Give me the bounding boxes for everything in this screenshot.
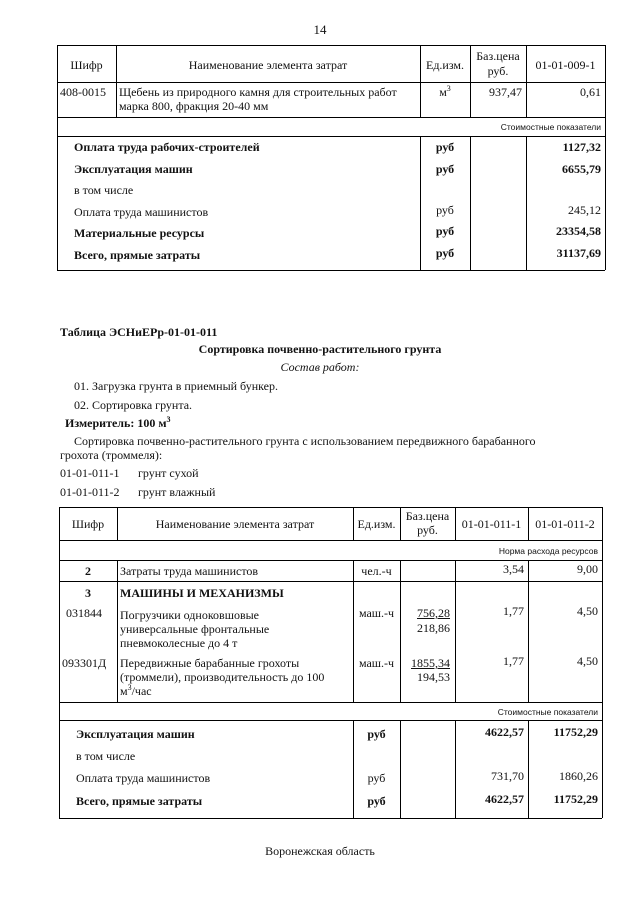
- cost-unit: руб: [435, 246, 455, 260]
- cost-value-2: 1860,26: [559, 769, 598, 783]
- cost-label: Материальные ресурсы: [74, 226, 205, 240]
- cost-label: Эксплуатация машин: [74, 162, 193, 176]
- row-name-line1: Передвижные барабанные грохоты: [120, 656, 300, 670]
- header-price: Баз.цена: [476, 49, 520, 63]
- row-price: 756,28: [417, 606, 450, 620]
- cost-label: Эксплуатация машин: [76, 727, 195, 741]
- header-col2: 01-01-011-2: [535, 517, 595, 531]
- row-price: 1855,34: [411, 656, 450, 670]
- variant-code-2: 01-01-011-2: [60, 485, 120, 499]
- cost-label: Оплата труда машинистов: [74, 205, 209, 219]
- header-price-unit: руб.: [417, 523, 438, 537]
- cost-section-label: Стоимостные показатели: [497, 707, 598, 717]
- row-name: Затраты труда машинистов: [120, 564, 259, 578]
- cost-unit: руб: [435, 140, 455, 154]
- header-name: Наименование элемента затрат: [188, 58, 348, 72]
- cost-label: Всего, прямые затраты: [74, 248, 201, 262]
- cost-value: 31137,69: [556, 246, 601, 260]
- composition-heading: Состав работ:: [280, 360, 360, 374]
- cost-value-1: 731,70: [491, 769, 524, 783]
- row-unit: $м^3$: [439, 84, 451, 99]
- header-col1: 01-01-011-1: [461, 517, 522, 531]
- row-code: 408-0015: [60, 85, 106, 99]
- row-value-2: 4,50: [577, 604, 598, 618]
- cost-unit: руб: [367, 771, 386, 785]
- cost-value: 1127,32: [562, 140, 601, 154]
- cost-value-1: 4622,57: [485, 725, 524, 739]
- header-col: 01-01-009-1: [535, 58, 596, 72]
- header-name: Наименование элемента затрат: [155, 517, 315, 531]
- cost-value: 23354,58: [556, 224, 601, 238]
- row-name-line2: универсальные фронтальные: [120, 622, 270, 636]
- cost-label: Оплата труда рабочих-строителей: [74, 140, 260, 154]
- cost-value: 6655,79: [562, 162, 601, 176]
- cost-unit: руб: [367, 794, 386, 808]
- meter-label: Измеритель: 100 $м^3$: [65, 415, 171, 430]
- row-unit: маш.-ч: [358, 606, 395, 620]
- row-value-2: 4,50: [577, 654, 598, 668]
- row-group-title: МАШИНЫ И МЕХАНИЗМЫ: [120, 586, 284, 600]
- row-price-labor: 194,53: [417, 670, 450, 684]
- header-code: Шифр: [70, 58, 103, 72]
- header-price-unit: руб.: [487, 64, 509, 78]
- cost-value-2: 11752,29: [553, 725, 598, 739]
- footer-region: Воронежская область: [265, 844, 375, 858]
- description-line2: грохота (троммеля):: [60, 448, 163, 462]
- row-value-1: 1,77: [503, 604, 524, 618]
- row-unit: чел.-ч: [361, 564, 392, 578]
- cost-unit: руб: [436, 203, 454, 217]
- cost-section-label: Стоимостные показатели: [500, 122, 601, 132]
- cost-unit: руб: [435, 162, 455, 176]
- row-unit: маш.-ч: [358, 656, 395, 670]
- row-value-2: 9,00: [577, 562, 598, 576]
- description-line1: Сортировка почвенно-растительного грунта с использованием передвижного барабанного: [74, 434, 536, 448]
- row-code: 2: [85, 564, 91, 578]
- header-price: Баз.цена: [405, 509, 450, 523]
- cost-unit: руб: [367, 727, 386, 741]
- row-name-line1: Погрузчики одноковшовые: [120, 608, 260, 622]
- row-code: 093301Д: [62, 656, 107, 670]
- cost-value: 245,12: [568, 203, 601, 217]
- row-code: 3: [85, 586, 91, 600]
- row-name-line1: Щебень из природного камня для строительных работ: [119, 85, 397, 99]
- step-1: 01. Загрузка грунта в приемный бункер.: [74, 379, 278, 393]
- row-name-line3: пневмоколесные до 4 т: [120, 636, 238, 650]
- cost-label: Оплата труда машинистов: [76, 771, 211, 785]
- row-value-1: 1,77: [503, 654, 524, 668]
- cost-label: в том числе: [76, 749, 136, 763]
- cost-value-1: 4622,57: [485, 792, 524, 806]
- variant-name-2: грунт влажный: [138, 485, 216, 499]
- header-unit: Ед.изм.: [425, 58, 465, 72]
- norms-section-label: Норма расхода ресурсов: [498, 546, 598, 556]
- cost-unit: руб: [435, 224, 455, 238]
- row-value: 0,61: [580, 85, 601, 99]
- row-name-line2: (троммели), производительность до 100: [120, 670, 325, 684]
- row-price-labor: 218,86: [417, 621, 450, 635]
- variant-code-1: 01-01-011-1: [60, 466, 120, 480]
- row-name-line2: марка 800, фракция 20-40 мм: [119, 99, 269, 113]
- section-subtitle: Сортировка почвенно-растительного грунта: [198, 342, 442, 356]
- row-price: 937,47: [489, 85, 522, 99]
- cost-label: Всего, прямые затраты: [76, 794, 203, 808]
- header-code: Шифр: [71, 517, 105, 531]
- row-value-1: 3,54: [503, 562, 524, 576]
- cost-value-2: 11752,29: [553, 792, 598, 806]
- variant-name-1: грунт сухой: [138, 466, 199, 480]
- row-name-line3: $м^3$/час: [120, 683, 152, 698]
- header-unit: Ед.изм.: [357, 517, 396, 531]
- step-2: 02. Сортировка грунта.: [74, 398, 193, 412]
- page-number: 14: [313, 22, 327, 37]
- row-code: 031844: [66, 606, 102, 620]
- table-title: Таблица ЭСНиЕРр-01-01-011: [60, 325, 218, 339]
- cost-label: в том числе: [74, 183, 134, 197]
